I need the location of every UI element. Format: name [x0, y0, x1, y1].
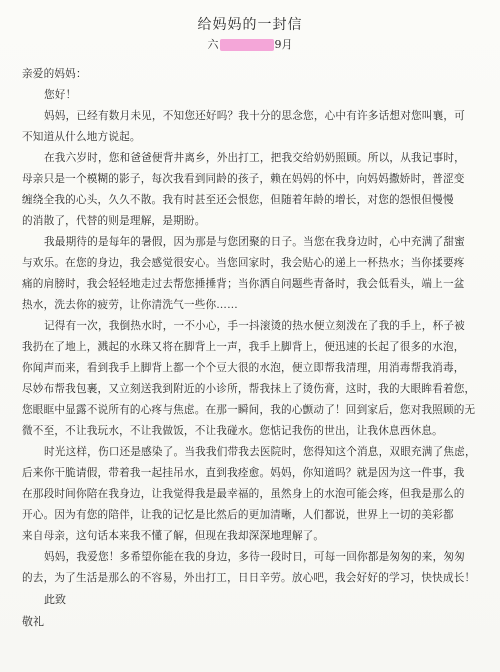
letter-line: 开心。因为有您的陪伴，让我的记忆是比然后的更加清晰，人们都说，世界上一切的美彩都	[22, 509, 454, 521]
letter-closing: 此致	[44, 593, 66, 606]
letter-opening: 您好！	[44, 89, 77, 101]
letter-greeting: 亲爱的妈妈：	[22, 68, 87, 80]
letter-line: 尽妙布帮我包裹，又立刻送我到附近的小诊所，帮我抹上了烫伤膏，这时，我的大眼眸看着您，	[22, 383, 476, 395]
letter-line: 我扔在了地上，溅起的水珠又将在脚背上一声，我手上脚背上，便迅速的长起了很多的水泡，	[22, 341, 465, 353]
byline-suffix: 9月	[274, 38, 293, 51]
letter-line: 热水，洗去你的疲劳，让你清洗气一些你……	[22, 299, 238, 311]
letter-line: 与欢乐。在您的身边，我会感觉很安心。当您回家时，我会贴心的递上一杯热水；当你揉要疼	[22, 257, 465, 269]
letter-line: 在我六岁时，您和爸爸便背井离乡，外出打工，把我交给奶奶照顾。所以，从我记事时，	[44, 152, 465, 164]
byline	[22, 36, 478, 52]
letter-line: 缠绕全我的心头，久久不散。我有时甚至还会恨您，但随着年龄的增长，对您的怨恨但慢慢	[22, 194, 454, 206]
letter-line: 来自母亲，这句话本来我不懂了解，但现在我却深深地理解了。	[22, 530, 325, 542]
letter-line: 在那段时间你陪在我身边，让我觉得我是最幸福的，虽然身上的水泡可能会疼，但我是那么的	[22, 488, 465, 500]
letter-line: 我最期待的是每年的暑假，因为那是与您团聚的日子。当您在我身边时，心中充满了甜蜜	[44, 236, 465, 248]
letter-line: 妈妈，我爱您！多希望你能在我的身边，多待一段时日，可每一回你都是匆匆的来，匆匆	[44, 551, 465, 563]
letter-line: 你闻声而来，看到我手上脚背上都一个个豆大很的水泡，便立即帮我清理，用消毒帮我消毒，	[22, 362, 465, 374]
letter-line: 微不至，不让我玩水，不让我做饭，不让我碰水。您惦记我伤的世出，让我休息西休息。	[22, 425, 443, 437]
letter-line: 的去，为了生活是那么的不容易，外出打工，日日辛劳。放心吧，我会好好的学习，快快成长！	[22, 572, 476, 584]
byline-prefix: 六	[207, 38, 219, 51]
letter-body	[22, 106, 478, 589]
letter-title: 给妈妈的一封信	[197, 17, 303, 33]
letter-line: 时光这样，伤口还是感染了。当我我们带我去医院时，您得知这个消息，双眼充满了焦虑，	[44, 446, 476, 458]
letter-salute: 敬礼	[22, 615, 44, 628]
letter-line: 妈妈，已经有数月未见，不知您还好吗？我十分的思念您，心中有许多话想对您叫襄，可	[44, 110, 465, 122]
redaction-mark	[220, 39, 274, 51]
letter-line: 母亲只是一个模糊的影子，每次我看到同龄的孩子，赖在妈妈的怀中，向妈妈撒娇时，普涩变	[22, 173, 465, 185]
letter-line: 不知道从什么地方说起。	[22, 131, 141, 143]
letter-line: 后来你干脆请假，带着我一起挂吊水，直到我痊愈。妈妈，你知道吗？就是因为这一件事，我	[22, 467, 465, 479]
letter-line: 您眼眶中显露不说所有的心疼与焦虑。在那一瞬间，我的心颤动了！回到家后，您对我照顾的无	[22, 404, 476, 416]
letter-line: 的消散了，代替的则是理解，是期盼。	[22, 215, 206, 227]
letter-line: 痛的肩膀时，我会轻轻地走过去帮您捶捶背；当你洒自问题些青备时，我会低看头，端上一盆	[22, 278, 465, 290]
letter-line: 记得有一次，我倒热水时，一不小心，手一抖滚烫的热水便立刻泼在了我的手上，杯子被	[44, 320, 465, 332]
